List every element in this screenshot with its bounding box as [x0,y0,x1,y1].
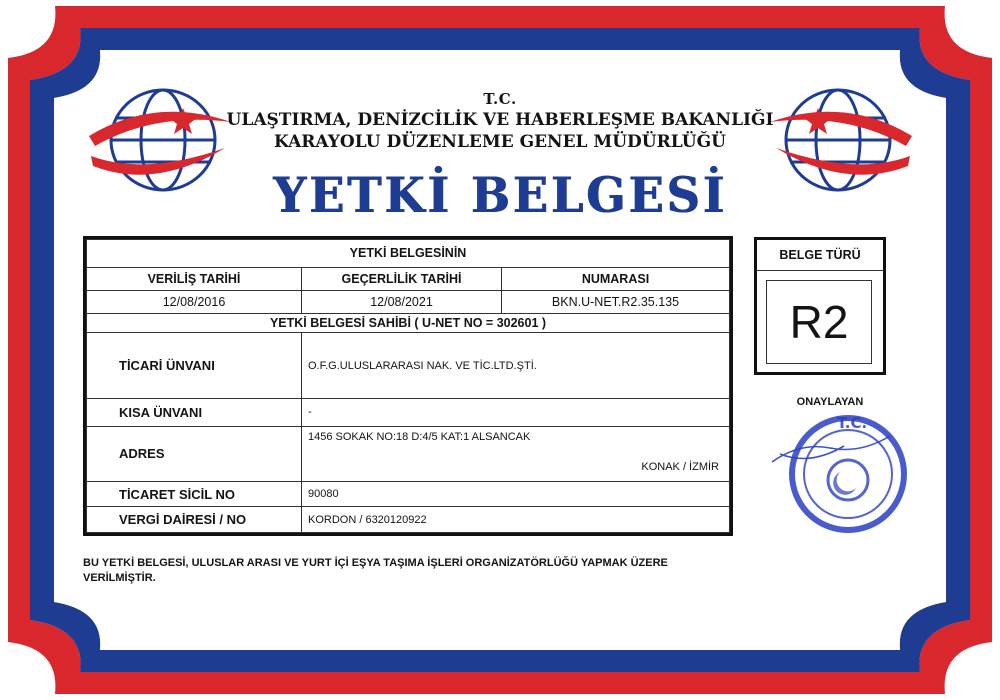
short-name-value: - [302,399,730,427]
issue-date-value: 12/08/2016 [87,290,302,313]
address-city: KONAK / İZMİR [641,460,719,473]
table-row [87,399,730,427]
address-line: 1456 SOKAK NO:18 D:4/5 KAT:1 ALSANCAK [308,430,531,443]
address-cell [302,426,730,481]
table-row [87,481,730,506]
section-title: YETKİ BELGESİNİN [87,240,730,268]
document-title: YETKİ BELGESİ [272,166,727,224]
official-seal [770,402,920,542]
field-label: TİCARİ ÜNVANI [87,333,302,399]
trade-name-value: O.F.G.ULUSLARARASI NAK. VE TİC.LTD.ŞTİ. [302,333,730,399]
table-row [87,507,730,533]
footnote-line-1: BU YETKİ BELGESİ, ULUSLAR ARASI VE YURT İÇİ EŞYA TAŞIMA İŞLERİ ORGANİZATÖRLÜĞÜ YAPMAK ÜZERE [83,557,668,569]
approver-label: ONAYLAYAN [796,396,864,408]
validity-date-value: 12/08/2021 [302,290,502,313]
column-validity-date: GEÇERLİLİK TARİHİ [302,267,502,290]
document-type-box [754,237,886,375]
directorate-name: KARAYOLU DÜZENLEME GENEL MÜDÜRLÜĞÜ [274,132,726,152]
field-label: TİCARET SİCİL NO [87,481,302,506]
field-label: KISA ÜNVANI [87,399,302,427]
certificate-table [83,236,733,536]
republic-abbrev: T.C. [483,90,517,108]
tax-office-value: KORDON / 6320120922 [302,507,730,533]
field-label: VERGİ DAİRESİ / NO [87,507,302,533]
column-number: NUMARASI [502,267,730,290]
trade-registry-value: 90080 [302,481,730,506]
field-label: ADRES [87,426,302,481]
holder-title: YETKİ BELGESİ SAHİBİ ( U-NET NO = 302601 ) [87,314,730,333]
table-row [87,333,730,399]
column-issue-date: VERİLİŞ TARİHİ [87,267,302,290]
certificate-number-value: BKN.U-NET.R2.35.135 [502,290,730,313]
document-type-value: R2 [766,280,872,364]
table-row [87,426,730,481]
footnote [83,556,743,586]
document-type-label: BELGE TÜRÜ [757,240,883,271]
ministry-name: ULAŞTIRMA, DENİZCİLİK VE HABERLEŞME BAKANLIĞI [226,110,774,130]
seal-text: T.C. [836,414,868,432]
footnote-line-2: VERİLMİŞTİR. [83,572,156,584]
